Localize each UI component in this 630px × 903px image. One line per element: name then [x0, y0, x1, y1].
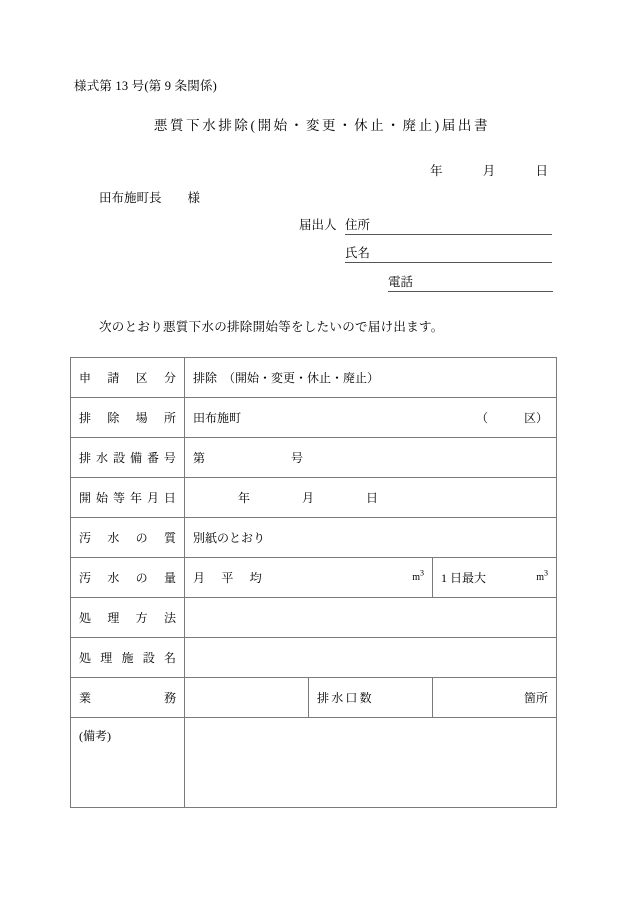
submitter-phone-field[interactable] [388, 272, 553, 292]
start-date-day: 日 [366, 491, 379, 505]
label-chars: 処 理 施 設 名 [79, 651, 176, 665]
discharge-location-value [193, 409, 548, 426]
row-label-application-type [71, 358, 185, 398]
row-value-treatment-method[interactable] [185, 598, 557, 638]
daily-max-unit: $m^3$ [536, 568, 548, 583]
table-row [71, 438, 557, 478]
row-label-business [71, 678, 185, 718]
wastewater-quality-value: 別紙のとおり [193, 531, 266, 545]
form-number: 様式第 13 号(第 9 条関係) [74, 79, 217, 93]
monthly-average-label: 月 平 均 [193, 571, 265, 585]
label-chars: 申 請 区 分 [79, 371, 176, 385]
table-row [71, 518, 557, 558]
label-chars: 開 始 等 年 月 日 [79, 491, 176, 505]
monthly-average-value [193, 569, 424, 586]
outlet-count-value-cell[interactable] [433, 678, 557, 718]
label-chars: 汚 水 の 質 [79, 531, 176, 545]
daily-max-value [441, 569, 548, 586]
submitter-name-field[interactable] [345, 243, 552, 263]
start-date-year: 年 [238, 491, 251, 505]
table-row [71, 638, 557, 678]
row-value-wastewater-quality[interactable] [185, 518, 557, 558]
submitter-address-field[interactable] [345, 215, 552, 235]
table-row [71, 358, 557, 398]
table-row [71, 478, 557, 518]
label-chars: 処 理 方 法 [79, 611, 176, 625]
submitter-label: 届出人 [299, 218, 337, 232]
table-row [71, 678, 557, 718]
wastewater-monthly-average-cell[interactable] [185, 558, 433, 598]
row-value-drainage-equipment-number[interactable] [185, 438, 557, 478]
table-row [71, 558, 557, 598]
drainage-number-prefix: 第 [193, 451, 206, 465]
submitter-phone-label: 電話 [388, 272, 413, 292]
row-label-discharge-location [71, 398, 185, 438]
label-chars: 排 除 場 所 [79, 411, 176, 425]
row-label-start-date [71, 478, 185, 518]
wastewater-daily-max-cell[interactable] [433, 558, 557, 598]
row-label-wastewater-volume [71, 558, 185, 598]
application-table [70, 357, 557, 808]
label-chars: 業 務 [79, 691, 176, 705]
row-label-remarks: (備考) [71, 718, 185, 808]
submitter-address-blank[interactable] [370, 221, 552, 235]
start-date-month: 月 [302, 491, 315, 505]
page-title: 悪質下水排除(開始・変更・休止・廃止)届出書 [153, 118, 491, 133]
application-type-value: 排除 （開始・変更・休止・廃止） [193, 371, 380, 385]
addressee [99, 188, 200, 206]
submitter-address-label: 住所 [345, 215, 370, 235]
outlet-count-label: 排水口数 [317, 691, 374, 705]
table-row [71, 398, 557, 438]
date-year-label: 年 [430, 164, 443, 178]
submitter-name-blank[interactable] [370, 249, 552, 263]
date-month-label: 月 [482, 164, 496, 178]
table-row [71, 598, 557, 638]
row-label-drainage-equipment-number [71, 438, 185, 478]
drainage-number-suffix: 号 [291, 451, 304, 465]
intro-sentence: 次のとおり悪質下水の排除開始等をしたいので届け出ます。 [99, 320, 444, 334]
label-chars: 排 水 設 備 番 号 [79, 451, 176, 465]
row-value-remarks[interactable] [185, 718, 557, 808]
drainage-number-value [193, 449, 548, 466]
discharge-location-district: （ 区） [475, 411, 548, 425]
discharge-location-town: 田布施町 [193, 411, 242, 425]
outlet-count-unit: 箇所 [523, 691, 548, 705]
monthly-average-unit: $m^3$ [412, 568, 424, 583]
date-day-label: 日 [535, 164, 549, 178]
submitter-name-label: 氏名 [345, 243, 370, 263]
addressee-name: 田布施町長 [99, 191, 162, 205]
label-chars: 汚 水 の 量 [79, 571, 176, 585]
daily-max-label: 1 日最大 [441, 571, 487, 585]
row-value-application-type[interactable] [185, 358, 557, 398]
addressee-honorific: 様 [187, 191, 201, 205]
row-label-treatment-method [71, 598, 185, 638]
row-label-treatment-facility-name [71, 638, 185, 678]
outlet-count-label-cell [309, 678, 433, 718]
start-date-value [193, 489, 593, 506]
submitter-phone-blank[interactable] [413, 278, 553, 292]
row-value-discharge-location[interactable] [185, 398, 557, 438]
row-value-start-date[interactable] [185, 478, 557, 518]
row-label-wastewater-quality [71, 518, 185, 558]
date-line [430, 161, 548, 179]
row-value-business[interactable] [185, 678, 309, 718]
table-row [71, 718, 557, 808]
row-value-treatment-facility-name[interactable] [185, 638, 557, 678]
